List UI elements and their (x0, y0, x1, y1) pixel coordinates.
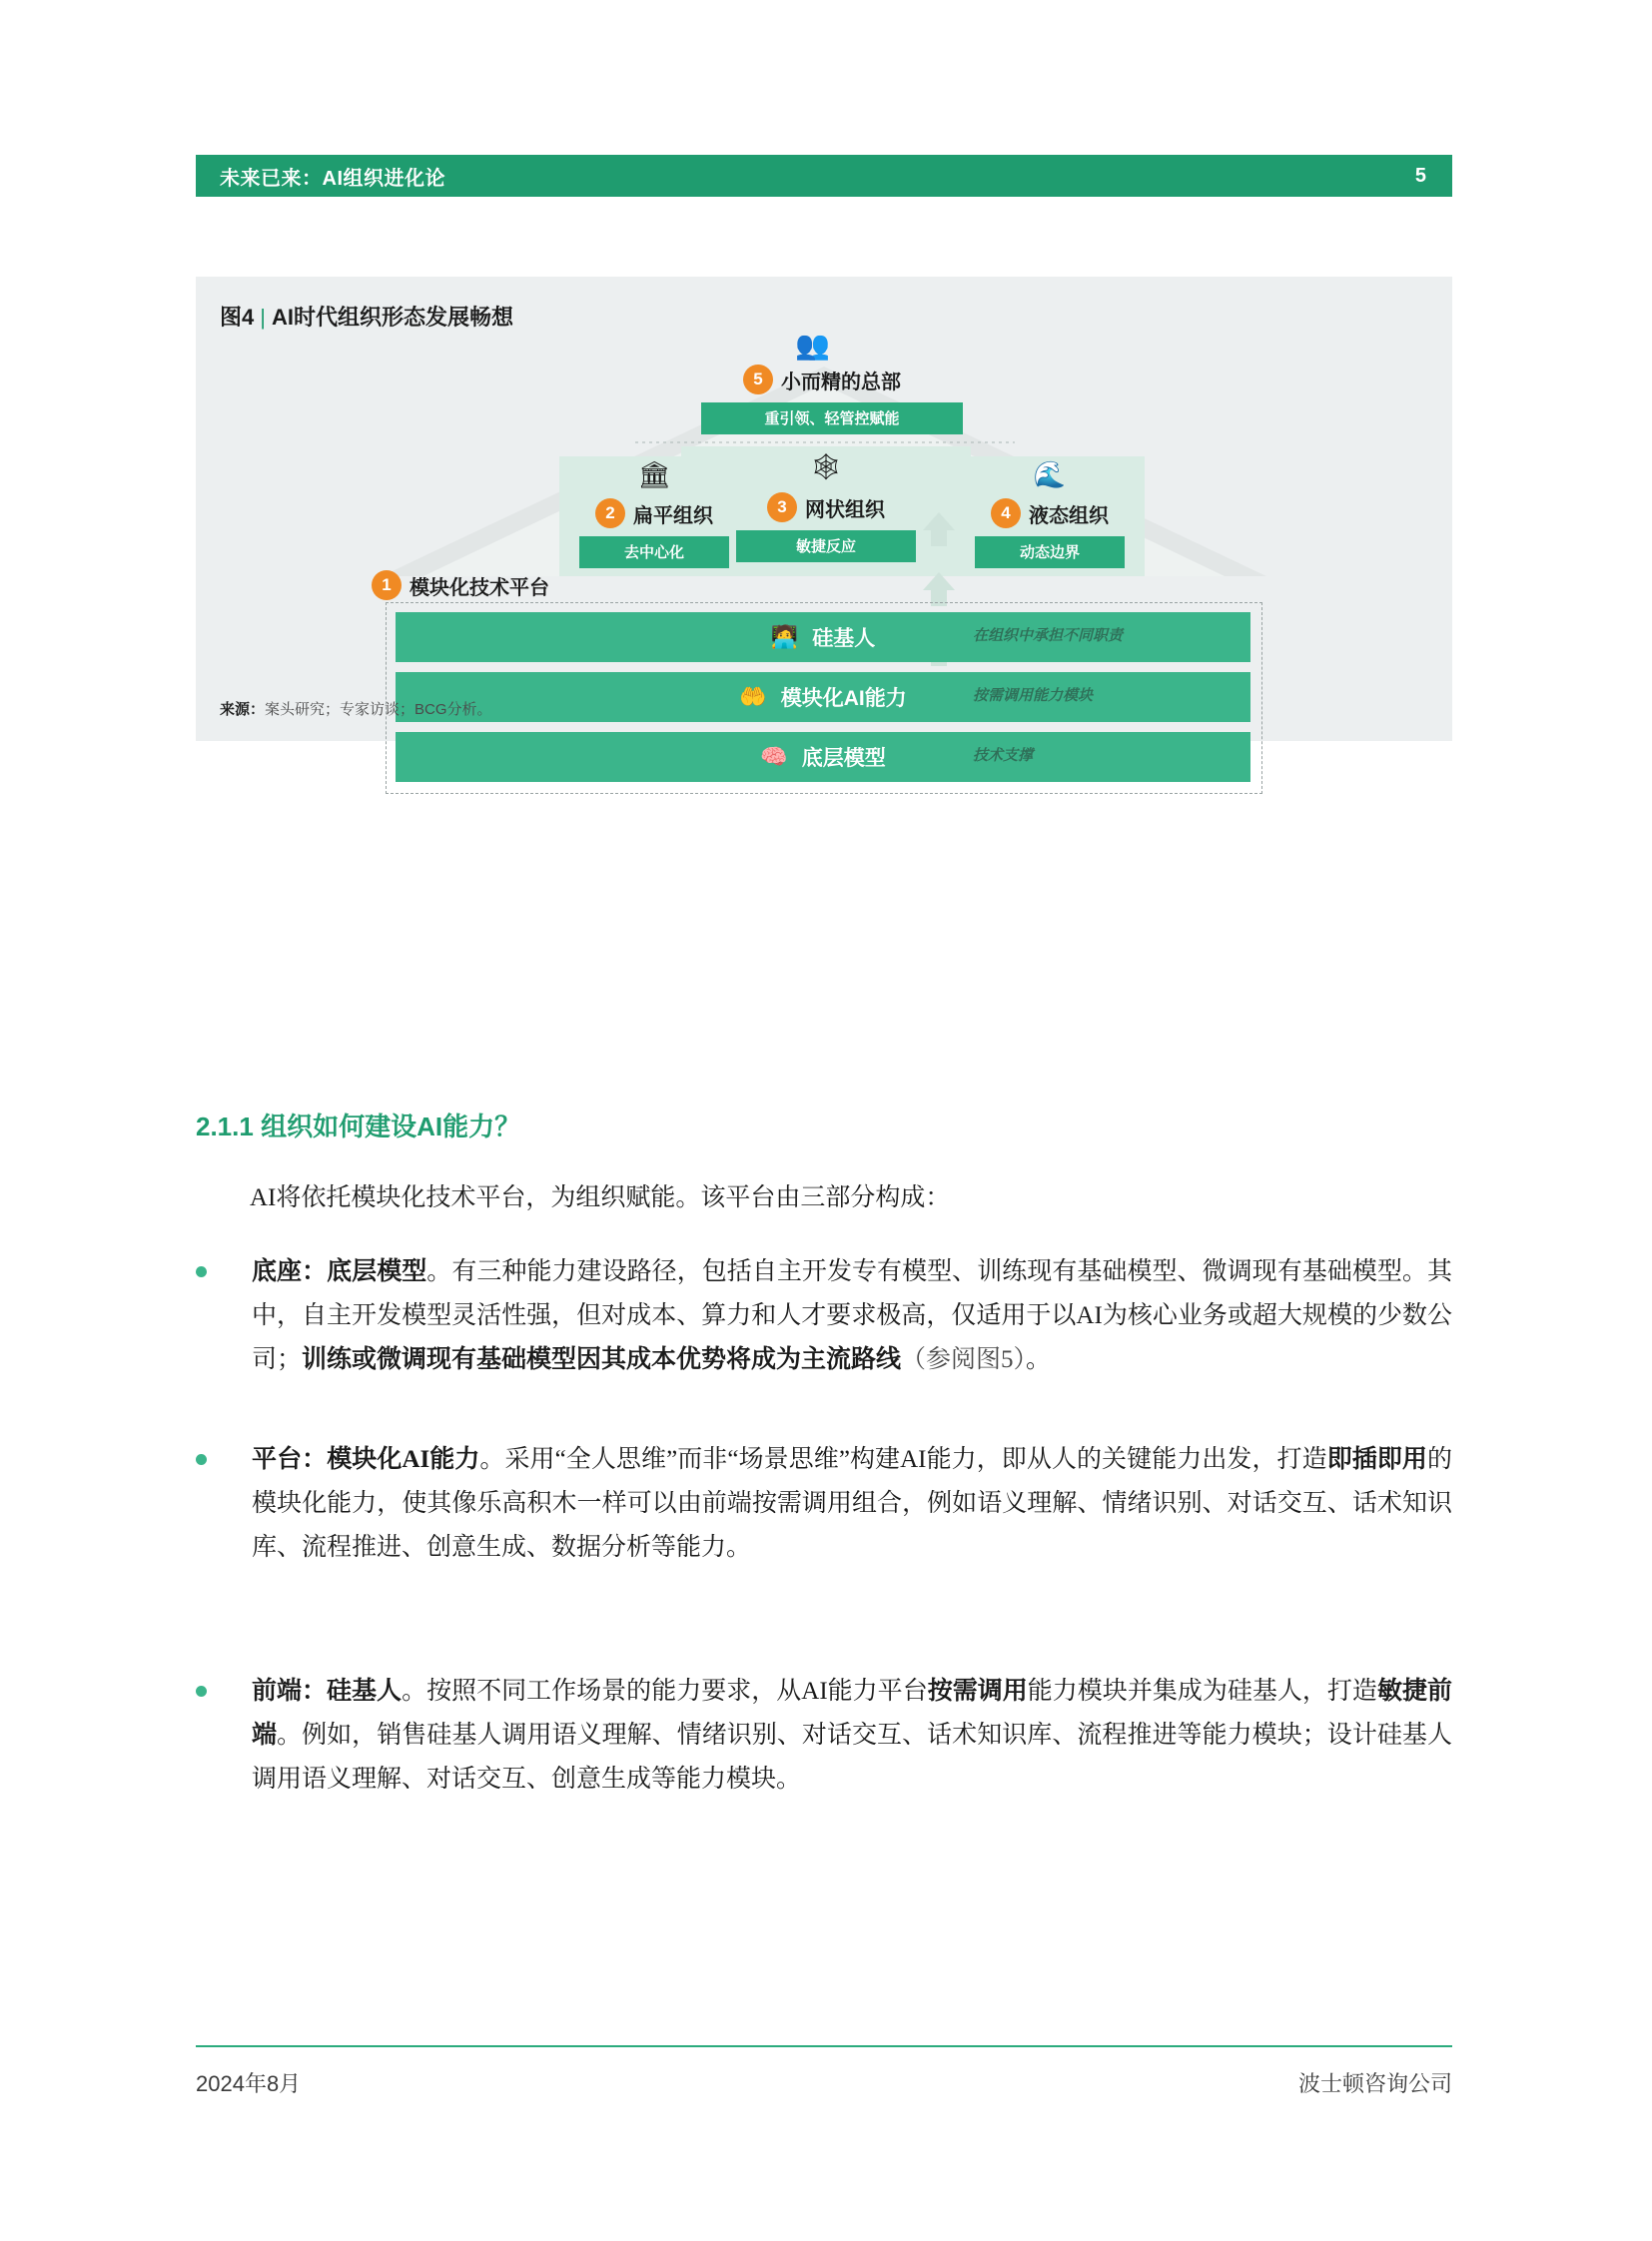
team-icon: 👥 (795, 331, 830, 362)
hand-ai-icon: 🤲 (739, 684, 767, 709)
bullet-1-ref: （参阅图5） (901, 1346, 1027, 1373)
bullet-dot-icon (196, 1454, 207, 1465)
diagram-node-network (681, 446, 971, 562)
diagram-node-platform (372, 570, 549, 600)
hq-node-header (743, 365, 901, 394)
exhibit-title-text: AI时代组织形态发展畅想 (271, 305, 513, 330)
network-node-header (681, 492, 971, 522)
platform-layer-base-model (396, 732, 1250, 782)
fluid-icon: 🌊 (1033, 460, 1067, 489)
network-icon: 🕸 (809, 452, 843, 481)
bullet-1-body: 。有三种能力建设路径，包括自主开发专有模型、训练现有基础模型、微调现有基础模型。其中，自主开发模型灵活性强，但对成本、算力和人才要求极高，仅适用于以AI为核心业务或超大规模的少数公司； (252, 1258, 1452, 1373)
bullet-dot-icon (196, 1686, 207, 1697)
diagram-node-fluid (955, 456, 1145, 568)
bullet-3-bold-1: 按需调用 (927, 1678, 1028, 1705)
platform-layer-base-model-note: 技术支撑 (973, 747, 1034, 764)
network-node-title: 网状组织 (805, 498, 885, 521)
node-badge-5: 5 (743, 365, 773, 394)
bullet-2-body-1: 。采用“全人思维”而非“场景思维”构建AI能力，即从人的关键能力出发，打造 (479, 1446, 1327, 1473)
brain-icon: 🧠 (760, 744, 788, 769)
bullet-3-body-2: 能力模块并集成为硅基人，打造 (1027, 1678, 1377, 1705)
bullet-1-tail: 。 (1026, 1346, 1052, 1373)
exhibit-divider: | (260, 305, 266, 330)
fluid-node-header (955, 498, 1145, 528)
section-title-text: 组织如何建设AI能力？ (261, 1112, 521, 1141)
section-number: 2.1.1 (196, 1112, 254, 1141)
exhibit-panel (196, 277, 1452, 770)
exhibit-source-text: 案头研究；专家访谈；BCG分析。 (265, 701, 492, 718)
fluid-node-sub: 动态边界 (975, 536, 1125, 568)
footer-company: 波士顿咨询公司 (1297, 2071, 1452, 2096)
bullet-dot-icon (196, 1266, 207, 1277)
bullet-2-text (252, 1438, 1452, 1570)
section-heading (196, 1107, 520, 1143)
bullet-3-text (252, 1670, 1452, 1802)
footer-date: 2024年8月 (196, 2071, 302, 2096)
hq-node-title: 小而精的总部 (781, 371, 901, 393)
bullet-3-body-3: 。例如，销售硅基人调用语义理解、情绪识别、对话交互、话术知识库、流程推进等能力模块；设计硅基人调用语义理解、对话交互、创意生成等能力模块。 (252, 1722, 1452, 1793)
bullet-3-lead: 前端：硅基人 (252, 1678, 403, 1705)
exhibit-source (220, 698, 492, 719)
bullet-1-text (252, 1250, 1452, 1382)
node-badge-2: 2 (595, 498, 625, 528)
platform-layer-modular-ai-note: 按需调用能力模块 (973, 687, 1094, 704)
bullet-item-1 (196, 1250, 1452, 1382)
flat-node-title: 扁平组织 (633, 504, 713, 527)
platform-node-title: 模块化技术平台 (410, 576, 549, 599)
bullet-1-lead: 底座：底层模型 (252, 1258, 427, 1285)
node-badge-3: 3 (767, 492, 797, 522)
network-node-sub: 敏捷反应 (736, 530, 916, 562)
exhibit-label: 图4 (220, 305, 255, 330)
node-badge-1: 1 (372, 570, 402, 600)
bullet-2-body-2: 的模块化能力，使其像乐高积木一样可以由前端按需调用组合，例如语义理解、情绪识别、对话交互、话术知识库、流程推进、创意生成、数据分析等能力。 (252, 1446, 1452, 1561)
bullet-1-bold: 训练或微调现有基础模型因其成本优势将成为主流路线 (302, 1346, 902, 1373)
exhibit-source-label: 来源： (220, 701, 266, 718)
org-chart-icon: 🏛 (637, 460, 671, 489)
platform-layer-base-model-title: 底层模型 (801, 747, 886, 770)
footer-divider (196, 2045, 1452, 2047)
bullet-item-3 (196, 1670, 1452, 1802)
node-badge-4: 4 (991, 498, 1021, 528)
bullet-3-bold-2: 敏捷前端 (252, 1678, 1452, 1749)
platform-layer-silicon-note: 在组织中承担不同职责 (973, 627, 1124, 644)
header-page-number: 5 (1414, 164, 1426, 187)
platform-layer-silicon-title: 硅基人 (812, 627, 876, 650)
exhibit-title (220, 301, 513, 332)
page-header (196, 155, 1452, 197)
flat-node-sub: 去中心化 (579, 536, 729, 568)
bullet-2-lead: 平台：模块化AI能力 (252, 1446, 480, 1473)
header-title: 未来已来：AI组织进化论 (220, 167, 445, 190)
bullet-item-2 (196, 1438, 1452, 1570)
bullet-2-bold: 即插即用 (1326, 1446, 1427, 1473)
bullet-3-body-1: 。按照不同工作场景的能力要求，从AI能力平台 (402, 1678, 928, 1705)
hq-node-sub: 重引领、轻管控赋能 (701, 402, 963, 434)
intro-paragraph: AI将依托模块化技术平台，为组织赋能。该平台由三部分构成： (250, 1184, 951, 1211)
head-chip-icon: 🧑‍💻 (770, 624, 799, 649)
platform-layer-modular-ai (396, 672, 1250, 722)
fluid-node-title: 液态组织 (1029, 504, 1109, 527)
platform-layer-modular-ai-title: 模块化AI能力 (780, 687, 907, 710)
